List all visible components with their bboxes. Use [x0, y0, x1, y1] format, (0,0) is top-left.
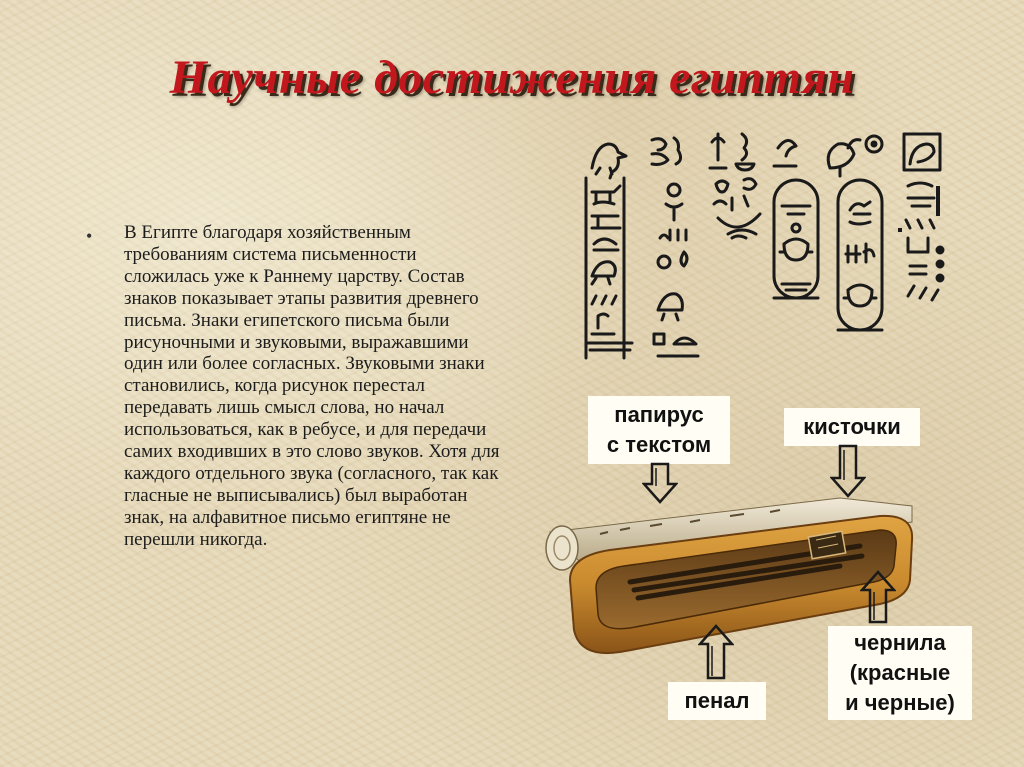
label-papyrus-line1: папирус — [614, 402, 704, 427]
reed-glyph-icon — [710, 134, 726, 168]
label-case: пенал — [668, 682, 766, 720]
label-brushes: кисточки — [784, 408, 920, 446]
label-papyrus-line2: с текстом — [606, 432, 712, 457]
duck-glyph-icon — [828, 140, 860, 176]
body-paragraph: В Египте благодаря хозяйственным требованиям система письменности сложилась уже к Раннему царству. Состав знаков показывает этапы развития древнего письма. Знаки египетского письма были рисуночными и звуковыми, выражавшими один или более согласных. Звуковыми знаки становились, когда рисунок перестал передавать лишь смысл слова, но начал использоваться, как в ребусе, и для передачи самих входивших в это слово звуков. Хотя для каждого отдельного звука (согласного, так как гласные не выписывались) был выработан знак, на алфавитное письмо египтяне не перешли никогда. — [124, 222, 500, 550]
up-arrow-icon-2 — [860, 570, 896, 624]
label-papyrus — [588, 396, 730, 464]
hieroglyph-inscription-image — [578, 128, 958, 378]
label-ink-line3: и черные) — [845, 690, 955, 715]
reed-glyph-icon-2 — [736, 134, 754, 170]
down-arrow-icon-2 — [830, 444, 866, 498]
sedge-glyph-icon — [774, 140, 796, 166]
slide-title: Научные достижения египтян — [169, 51, 855, 104]
cobra-glyph-icon — [652, 138, 681, 165]
label-ink — [828, 626, 972, 720]
jackal-glyph-icon — [592, 186, 620, 204]
down-arrow-icon — [642, 462, 678, 504]
label-ink-line2: (красные — [849, 660, 951, 685]
bullet-marker: • — [86, 226, 93, 246]
label-ink-line1: чернила — [854, 630, 946, 655]
bird-glyph-icon — [592, 144, 626, 178]
up-arrow-icon — [698, 624, 734, 680]
